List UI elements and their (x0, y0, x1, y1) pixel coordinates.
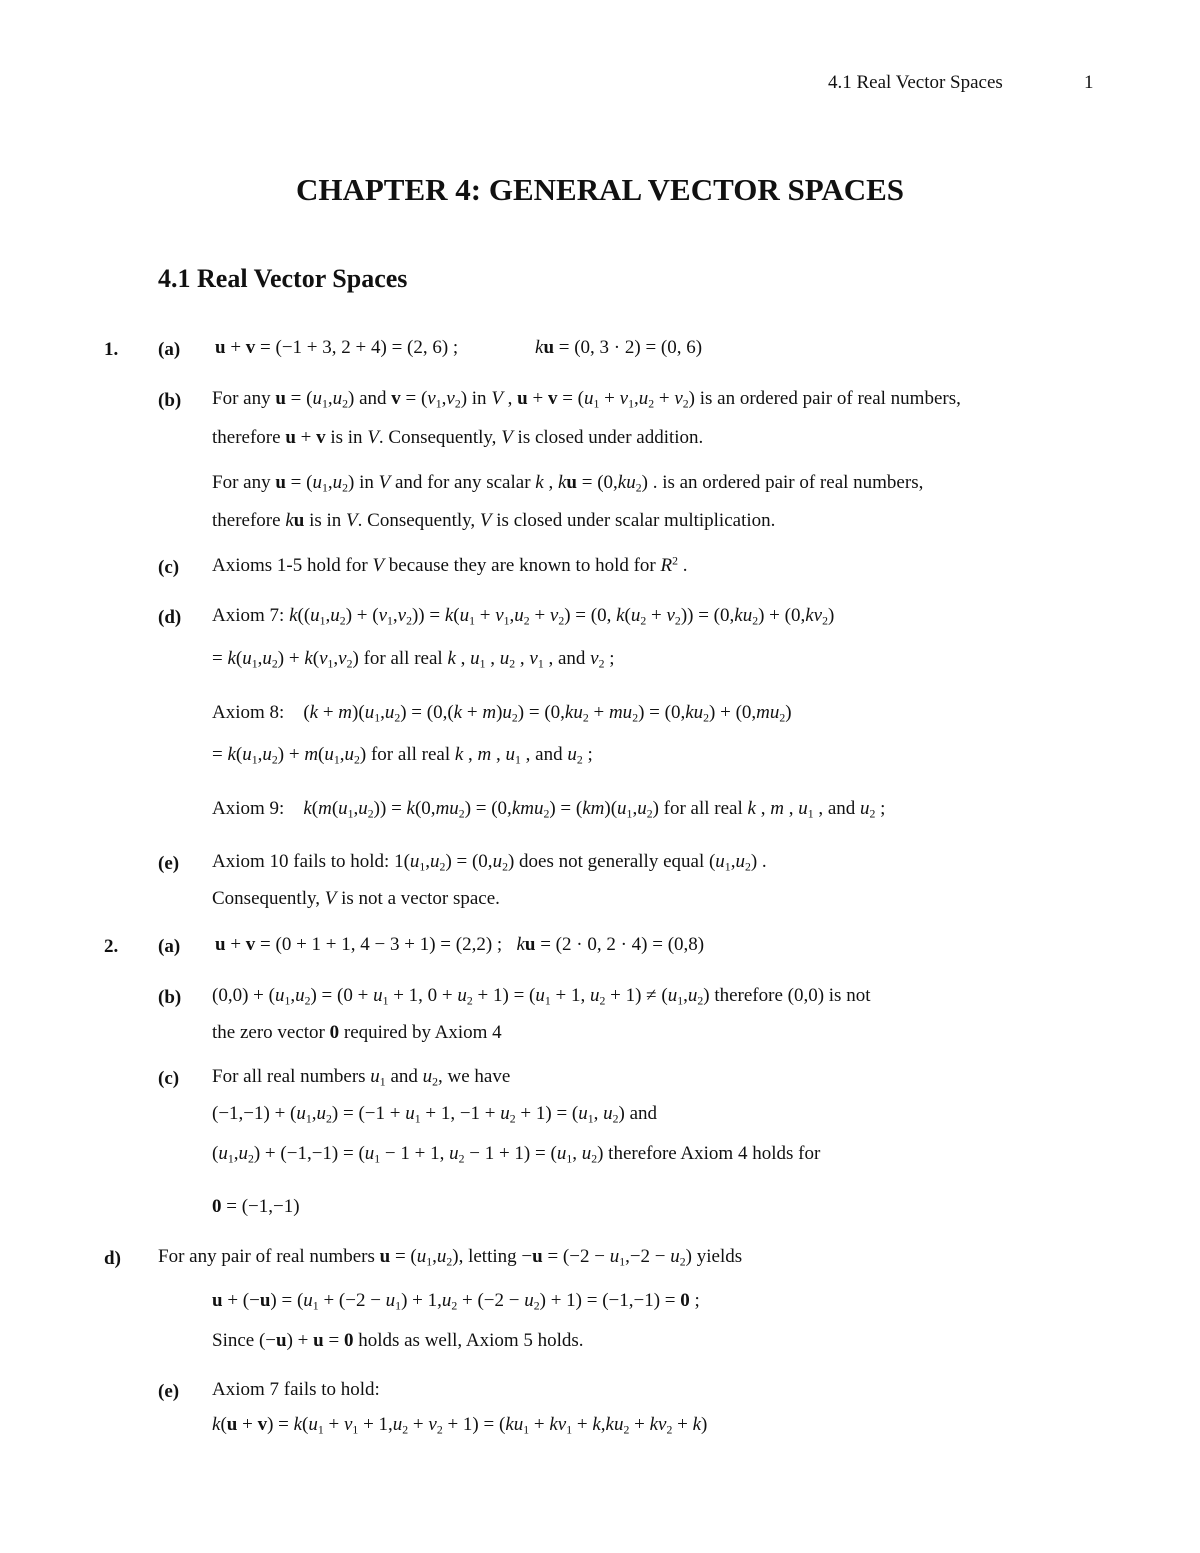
part-label: (c) (158, 557, 180, 578)
equation-line: $(0,0) + (u_1,u_2) = (0 + u_1 + 1$, $0 + u_2 + 1) = (u_1 + 1$, $u_2 + 1) \ne (u_1,u_2)$ therefore (0,0) is not (212, 985, 871, 1008)
page-number: 1 (1084, 72, 1094, 93)
text-line: Consequently, V is not a vector space. (212, 888, 500, 909)
text-line: For all real numbers $u_1$ and $u_2$, we have (212, 1066, 511, 1089)
text-line: the zero vector 0 required by Axiom 4 (212, 1022, 502, 1043)
part-label: (b) (158, 390, 182, 411)
text-line: Axiom 10 fails to hold: $1(u_1,u_2) = (0,u_2)$ does not generally equal $(u_1,u_2)$ . (212, 851, 767, 874)
equation-line: $k(u + v) = k(u_1 + v_1 + 1,u_2 + v_2 + 1) = (ku_1 + kv_1 + k,ku_2 + kv_2 + k)$ (212, 1414, 708, 1437)
equation-line: $(u_1,u_2) + (-1,-1) = (u_1 - 1 + 1$, $u_2 - 1 + 1) = (u_1$, $u_2$) therefore Axiom 4 holds for (212, 1143, 821, 1166)
equation-line: Axiom 9: $k(m(u_1,u_2)) = k(0,mu_2) = (0,kmu_2) = (km)(u_1,u_2)$ for all real k , m , $u_1$ , and $u_2$ ; (212, 798, 886, 821)
text-line: For any $u = (u_1,u_2)$ and $v = (v_1,v_2)$ in V , $u + v = (u_1 + v_1,u_2 + v_2)$ is an ordered pair of real numbers, (212, 388, 961, 411)
text-line: For any $u = (u_1,u_2)$ in V and for any scalar k , ku = $(0,ku_2)$ . is an ordered pair of real numbers, (212, 472, 924, 495)
equation-line: ku = (0, 3 · 2) = (0, 6) (535, 337, 703, 358)
equation-line: = $k(u_1,u_2) + m(u_1,u_2)$ for all real k , m , $u_1$ , and $u_2$ ; (212, 744, 593, 767)
chapter-title: CHAPTER 4: GENERAL VECTOR SPACES (295, 172, 905, 207)
part-label: (e) (158, 1381, 180, 1402)
text-line: For any pair of real numbers $u = (u_1,u_2)$, letting $-u = (-2 - u_1,-2 - u_2)$ yields (158, 1246, 743, 1269)
part-label: (d) (158, 607, 182, 628)
equation-line: = $k(u_1,u_2) + k(v_1,v_2)$ for all real k , $u_1$ , $u_2$ , $v_1$ , and $v_2$ ; (212, 648, 615, 671)
equation-line: 0 = (−1,−1) (212, 1196, 300, 1217)
part-label: (b) (158, 987, 182, 1008)
text-line: Since (−u) + u = 0 holds as well, Axiom 5 holds. (212, 1330, 584, 1351)
text-line: Axiom 7 fails to hold: (212, 1379, 380, 1400)
part-label: (a) (158, 339, 181, 360)
part-label: (e) (158, 853, 180, 874)
text-line: therefore u + v is in V. Consequently, V is closed under addition. (212, 427, 704, 448)
problem-number: 2. (104, 936, 119, 957)
problem-number: 1. (104, 339, 119, 360)
equation-line: $u + (-u) = (u_1 + (-2 - u_1) + 1,u_2 + (-2 - u_2) + 1) = (-1,-1) = 0$ ; (212, 1290, 700, 1313)
text-line: Axioms 1-5 hold for V because they are known to hold for $R^2$ . (212, 554, 688, 576)
part-label: d) (104, 1248, 121, 1269)
equation-line: Axiom 7: $k((u_1,u_2) + (v_1,v_2)) = k(u_1 + v_1,u_2 + v_2) = (0$, $k(u_2 + v_2)) = (0,ku_2) + (0,kv_2)$ (212, 605, 835, 628)
equation-line: u + v = (0 + 1 + 1, 4 − 3 + 1) = (2,2) ; ku = (2 · 0, 2 · 4) = (0,8) (215, 934, 705, 955)
equation-line: u + v = (−1 + 3, 2 + 4) = (2, 6) ; (215, 337, 459, 358)
running-header-title: 4.1 Real Vector Spaces (828, 72, 1003, 93)
part-label: (a) (158, 936, 181, 957)
equation-line: $(-1,-1) + (u_1,u_2) = (-1 + u_1 + 1$, $-1 + u_2 + 1) = (u_1$, $u_2$) and (212, 1103, 658, 1126)
equation-line: Axiom 8: $(k + m)(u_1,u_2) = (0,(k + m)u_2) = (0,ku_2 + mu_2) = (0,ku_2) + (0,mu_2)$ (212, 702, 792, 725)
text-line: therefore ku is in V. Consequently, V is closed under scalar multiplication. (212, 510, 776, 531)
section-title: 4.1 Real Vector Spaces (158, 264, 408, 293)
part-label: (c) (158, 1068, 180, 1089)
